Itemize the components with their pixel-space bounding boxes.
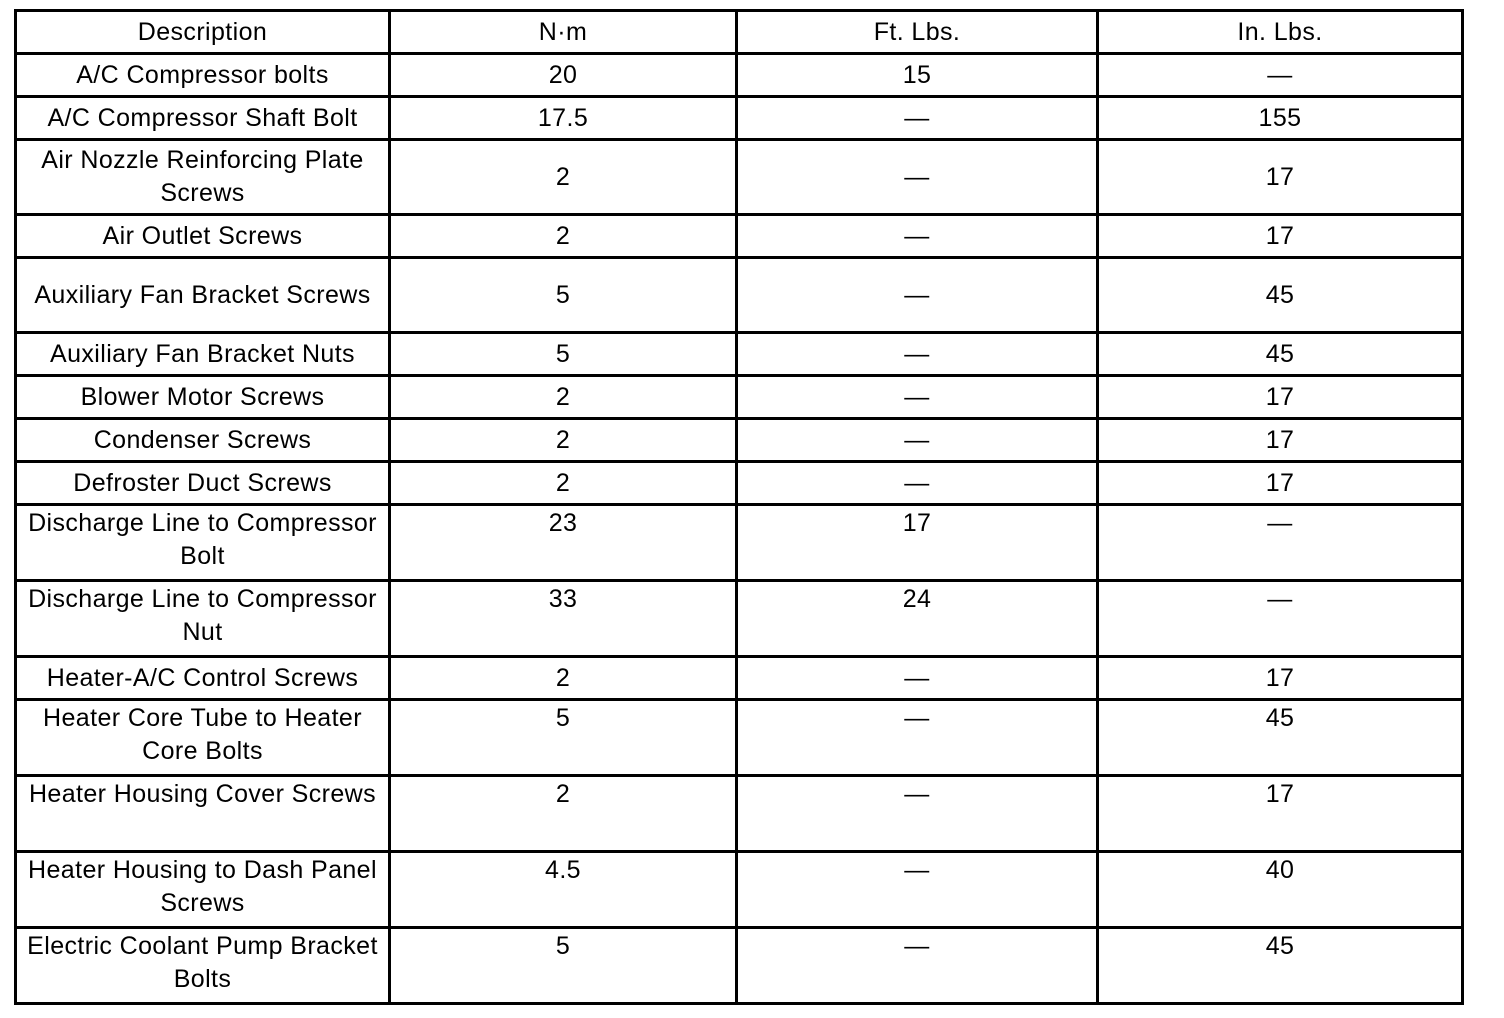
cell-in-lbs: 45	[1098, 258, 1463, 333]
cell-description: Heater Core Tube to Heater Core Bolts	[16, 700, 390, 776]
cell-in-lbs: 45	[1098, 700, 1463, 776]
cell-description: Condenser Screws	[16, 419, 390, 462]
cell-description: Auxiliary Fan Bracket Screws	[16, 258, 390, 333]
cell-nm: 5	[390, 333, 737, 376]
cell-description: Air Nozzle Reinforcing Plate Screws	[16, 140, 390, 215]
cell-description: Discharge Line to Compressor Nut	[16, 581, 390, 657]
cell-description: Air Outlet Screws	[16, 215, 390, 258]
cell-ft-lbs: —	[737, 258, 1098, 333]
cell-description: A/C Compressor bolts	[16, 54, 390, 97]
cell-ft-lbs: 24	[737, 581, 1098, 657]
cell-in-lbs: 17	[1098, 776, 1463, 852]
table-row	[16, 462, 1463, 505]
cell-ft-lbs: —	[737, 376, 1098, 419]
cell-nm: 17.5	[390, 97, 737, 140]
cell-in-lbs: —	[1098, 505, 1463, 581]
cell-nm: 5	[390, 928, 737, 1004]
table-row	[16, 505, 1463, 581]
cell-ft-lbs: —	[737, 928, 1098, 1004]
cell-description: Discharge Line to Compressor Bolt	[16, 505, 390, 581]
torque-spec-table	[14, 9, 1464, 1005]
cell-description: Heater Housing Cover Screws	[16, 776, 390, 852]
cell-in-lbs: 45	[1098, 928, 1463, 1004]
cell-ft-lbs: —	[737, 776, 1098, 852]
cell-nm: 5	[390, 258, 737, 333]
table-row	[16, 140, 1463, 215]
cell-in-lbs: 45	[1098, 333, 1463, 376]
cell-ft-lbs: —	[737, 462, 1098, 505]
cell-in-lbs: 17	[1098, 140, 1463, 215]
cell-description: Blower Motor Screws	[16, 376, 390, 419]
table-row	[16, 776, 1463, 852]
table-row	[16, 852, 1463, 928]
cell-nm: 2	[390, 215, 737, 258]
table-row	[16, 376, 1463, 419]
cell-in-lbs: 155	[1098, 97, 1463, 140]
table-row	[16, 258, 1463, 333]
cell-ft-lbs: —	[737, 419, 1098, 462]
cell-ft-lbs: 15	[737, 54, 1098, 97]
cell-description: Heater-A/C Control Screws	[16, 657, 390, 700]
cell-nm: 20	[390, 54, 737, 97]
cell-in-lbs: 17	[1098, 657, 1463, 700]
cell-ft-lbs: —	[737, 140, 1098, 215]
table-row	[16, 419, 1463, 462]
table-header	[16, 11, 1463, 54]
cell-ft-lbs: —	[737, 215, 1098, 258]
cell-nm: 5	[390, 700, 737, 776]
cell-description: Auxiliary Fan Bracket Nuts	[16, 333, 390, 376]
cell-ft-lbs: —	[737, 333, 1098, 376]
header-nm: N·m	[390, 11, 737, 54]
table-body	[16, 54, 1463, 1004]
cell-nm: 2	[390, 140, 737, 215]
cell-in-lbs: 17	[1098, 419, 1463, 462]
header-in-lbs: In. Lbs.	[1098, 11, 1463, 54]
cell-nm: 23	[390, 505, 737, 581]
cell-ft-lbs: —	[737, 97, 1098, 140]
cell-in-lbs: —	[1098, 581, 1463, 657]
header-ft-lbs: Ft. Lbs.	[737, 11, 1098, 54]
cell-in-lbs: 17	[1098, 215, 1463, 258]
cell-in-lbs: 17	[1098, 376, 1463, 419]
header-row	[16, 11, 1463, 54]
cell-description: Defroster Duct Screws	[16, 462, 390, 505]
cell-nm: 2	[390, 776, 737, 852]
cell-nm: 2	[390, 657, 737, 700]
table-row	[16, 97, 1463, 140]
cell-description: A/C Compressor Shaft Bolt	[16, 97, 390, 140]
cell-in-lbs: —	[1098, 54, 1463, 97]
header-description: Description	[16, 11, 390, 54]
cell-in-lbs: 40	[1098, 852, 1463, 928]
cell-in-lbs: 17	[1098, 462, 1463, 505]
cell-ft-lbs: —	[737, 852, 1098, 928]
cell-description: Electric Coolant Pump Bracket Bolts	[16, 928, 390, 1004]
cell-nm: 2	[390, 376, 737, 419]
table-row	[16, 928, 1463, 1004]
cell-ft-lbs: 17	[737, 505, 1098, 581]
table-row	[16, 657, 1463, 700]
table-row	[16, 215, 1463, 258]
cell-nm: 33	[390, 581, 737, 657]
table-row	[16, 54, 1463, 97]
cell-ft-lbs: —	[737, 657, 1098, 700]
table-row	[16, 581, 1463, 657]
cell-description: Heater Housing to Dash Panel Screws	[16, 852, 390, 928]
table-row	[16, 333, 1463, 376]
cell-nm: 4.5	[390, 852, 737, 928]
cell-nm: 2	[390, 419, 737, 462]
cell-ft-lbs: —	[737, 700, 1098, 776]
table-row	[16, 700, 1463, 776]
cell-nm: 2	[390, 462, 737, 505]
